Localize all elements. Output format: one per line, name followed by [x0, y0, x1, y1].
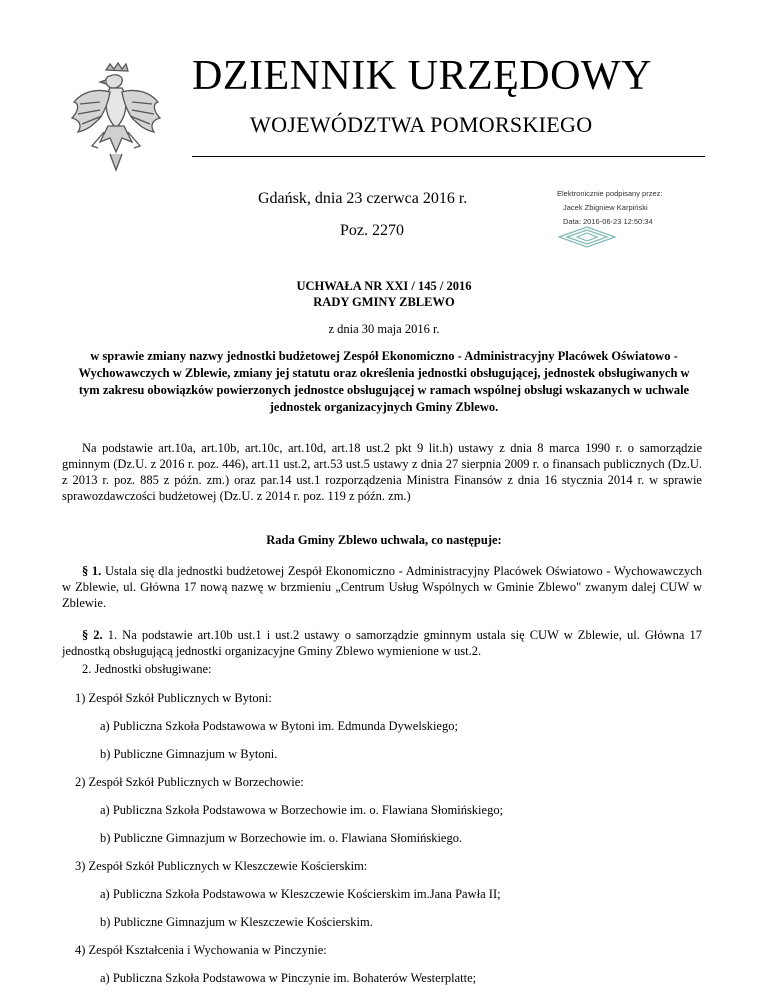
header-divider: [192, 156, 705, 157]
section-1-paragraph: [62, 563, 702, 611]
resolution-issuer: RADY GMINY ZBLEWO: [313, 295, 455, 309]
section-2-label: § 2.: [82, 628, 103, 642]
section-1-label: § 1.: [82, 564, 102, 578]
resolution-subject: w sprawie zmiany nazwy jednostki budżetowej Zespół Ekonomiczno - Administracyjny Placówek Oświatowo - Wychowawczych w Zblewie, zmiany jej statutu oraz określenia jednostki obsługującej, jednostek obsługiwanych w tym zakresu obowiązków powierzonych jednostce obsługującej w ramach wspólnej obsługi wskazanych w uchwale jednostek organizacyjnych Gminy Zblewo.: [78, 349, 690, 414]
list-item: a) Publiczna Szkoła Podstawowa w Kleszczewie Kościerskim im.Jana Pawła II;: [100, 887, 501, 901]
list-item: 3) Zespół Szkół Publicznych w Kleszczewie Kościerskim:: [75, 859, 368, 873]
eagle-emblem-icon: [70, 62, 162, 174]
list-item: a) Publiczna Szkoła Podstawowa w Borzechowie im. o. Flawiana Słomińskiego;: [100, 803, 504, 817]
resolution-number: UCHWAŁA NR XXI / 145 / 2016: [296, 279, 472, 293]
legal-basis-paragraph: Na podstawie art.10a, art.10b, art.10c, art.10d, art.18 ust.2 pkt 9 lit.h) ustawy z dnia 8 marca 1990 r. o samorządzie gminnym (Dz.U. z 2016 r. poz. 446), art.11 ust.2, art.53 ust.5 ustawy z dnia 27 sierpnia 2009 r. o finansach publicznych (Dz.U. z 2013 r. poz. 885 z późn. zm.) oraz par.14 ust.1 rozporządzenia Ministra Finansów z dnia 16 stycznia 2014 r. w sprawie sprawozdawczości budżetowej (Dz.U. z 2014 r. poz. 119 z późn. zm.): [62, 441, 702, 503]
list-item: b) Publiczne Gimnazjum w Kleszczewie Kościerskim.: [100, 915, 373, 929]
section-1-text: Ustala się dla jednostki budżetowej Zespół Ekonomiczno - Administracyjny Placówek Oświatowo - Wychowawczych w Zblewie, ul. Główna 17 nową nazwę w brzmieniu „Centrum Usług Wspólnych w Gminie Zblewo" zwanym dalej CUW w Zblewie.: [62, 564, 702, 610]
electronic-signature: [557, 189, 737, 231]
list-item: b) Publiczne Gimnazjum w Borzechowie im. o. Flawiana Słomińskiego.: [100, 831, 463, 845]
section-2-text: 1. Na podstawie art.10b ust.1 i ust.2 ustawy o samorządzie gminnym ustala się CUW w Zblewie, ul. Główna 17 jednostką obsługującą jednostki organizacyjne Gminy Zblewo wymienione w ust.2.: [62, 628, 702, 658]
signature-label: Elektronicznie podpisany przez:: [557, 189, 663, 198]
resolution-date: z dnia 30 maja 2016 r.: [328, 322, 440, 336]
list-item: 1) Zespół Szkół Publicznych w Bytoni:: [75, 691, 272, 705]
journal-title: DZIENNIK URZĘDOWY: [192, 53, 652, 99]
resolves-heading: Rada Gminy Zblewo uchwala, co następuje:: [266, 533, 502, 547]
list-item: b) Publiczne Gimnazjum w Bytoni.: [100, 747, 278, 761]
publication-date: Gdańsk, dnia 23 czerwca 2016 r.: [258, 190, 468, 207]
signature-date: Data: 2016-06-23 12:50:34: [563, 217, 653, 226]
journal-subtitle: WOJEWÓDZTWA POMORSKIEGO: [250, 112, 593, 137]
section-2-paragraph: [62, 627, 702, 659]
list-item: 4) Zespół Kształcenia i Wychowania w Pinczynie:: [75, 943, 327, 957]
list-item: 2) Zespół Szkół Publicznych w Borzechowie:: [75, 775, 304, 789]
list-item: a) Publiczna Szkoła Podstawowa w Pinczynie im. Bohaterów Westerplatte;: [100, 971, 477, 985]
signature-stamp-icon: [557, 226, 617, 248]
units-heading: 2. Jednostki obsługiwane:: [82, 662, 212, 676]
position-number: Poz. 2270: [340, 222, 404, 239]
signature-signer: Jacek Zbigniew Karpiński: [563, 203, 648, 212]
list-item: a) Publiczna Szkoła Podstawowa w Bytoni im. Edmunda Dywelskiego;: [100, 719, 458, 733]
